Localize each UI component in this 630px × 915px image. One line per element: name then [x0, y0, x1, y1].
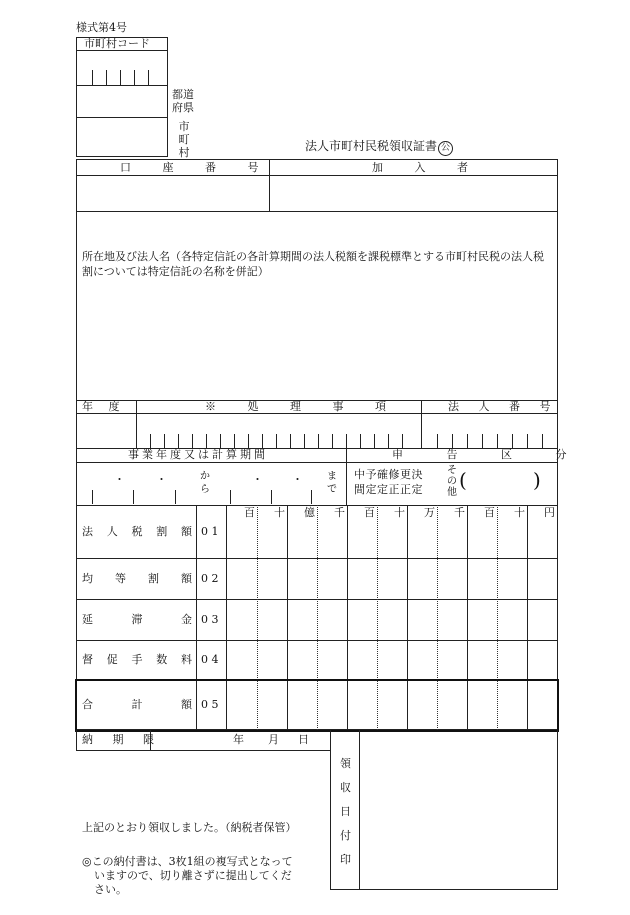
due-day-label: 日 — [298, 733, 309, 746]
amount-row-code: 0 2 — [201, 572, 219, 585]
official-mark: 公 — [438, 141, 453, 156]
digit-unit-9: 十 — [514, 506, 525, 519]
digit-unit-8: 百 — [484, 506, 495, 519]
subscriber-label: 加 入 者 — [372, 161, 482, 174]
amount-row-code: 0 4 — [201, 653, 219, 666]
footnote-line-2: いますので、切り離さずに提出してくだ — [94, 869, 292, 882]
digit-unit-0: 百 — [244, 506, 255, 519]
account-number-label: 口 座 番 号 — [120, 161, 273, 174]
municipality-code-label: 市町村コード — [84, 37, 150, 50]
city-label: 市町村 — [178, 120, 190, 159]
amount-row-label: 均 等 割 額 — [82, 572, 192, 585]
amount-row-label: 延 滞 金 — [82, 613, 192, 626]
form-number: 様式第4号 — [76, 21, 127, 34]
digit-unit-2: 億 — [304, 506, 315, 519]
from-label: から — [200, 471, 210, 495]
form-title: 法人市町村民税領収証書 公 — [305, 140, 453, 156]
due-year-label: 年 — [233, 733, 244, 746]
footnote-line-3: さい。 — [94, 883, 127, 896]
municipality-code-box — [76, 37, 168, 157]
declaration-types-line1: 中予確修更決 — [354, 468, 423, 481]
business-year-label: 事業年度又は計算期間 — [128, 448, 268, 461]
fiscal-year-label: 年 度 — [82, 400, 126, 413]
digit-unit-7: 千 — [454, 506, 465, 519]
total-row-highlight — [75, 679, 559, 732]
amount-row-code: 0 3 — [201, 613, 219, 626]
digit-unit-3: 千 — [334, 506, 345, 519]
due-date-label: 納 期 限 — [82, 733, 162, 746]
address-label: 所在地及び法人名（各特定信託の各計算期間の法人税額を課税標準とする市町村民税の法人税割については特定信託の名称を併記） — [82, 250, 544, 278]
receipt-note: 上記のとおり領収しました。（納税者保管） — [82, 821, 297, 834]
amount-row-code: 0 1 — [201, 525, 219, 538]
prefecture-label: 都道府県 — [172, 88, 194, 114]
until-label: まで — [327, 471, 337, 495]
footnote-line-1: ◎この納付書は、3枚1組の複写式となって — [82, 855, 293, 868]
due-month-label: 月 — [268, 733, 279, 746]
amount-row-label: 法 人 税 割 額 — [82, 525, 192, 538]
digit-unit-10: 円 — [544, 506, 555, 519]
corporate-number-label: 法 人 番 号 — [448, 400, 559, 413]
digit-unit-1: 十 — [274, 506, 285, 519]
declaration-types-line2: 間定定正正定 — [354, 483, 423, 496]
amount-row-label: 督 促 手 数 料 — [82, 653, 192, 666]
processing-label: ※ 処 理 事 項 — [205, 400, 400, 413]
receipt-date-stamp-label: 領収日付印 — [340, 757, 351, 866]
declaration-label: 申 告 区 分 — [392, 448, 587, 461]
other-label: その他 — [447, 465, 457, 498]
digit-unit-6: 万 — [424, 506, 435, 519]
digit-unit-5: 十 — [394, 506, 405, 519]
amount-row-label: 合 計 額 — [82, 698, 192, 711]
amount-row-code: 0 5 — [201, 698, 219, 711]
digit-unit-4: 百 — [364, 506, 375, 519]
